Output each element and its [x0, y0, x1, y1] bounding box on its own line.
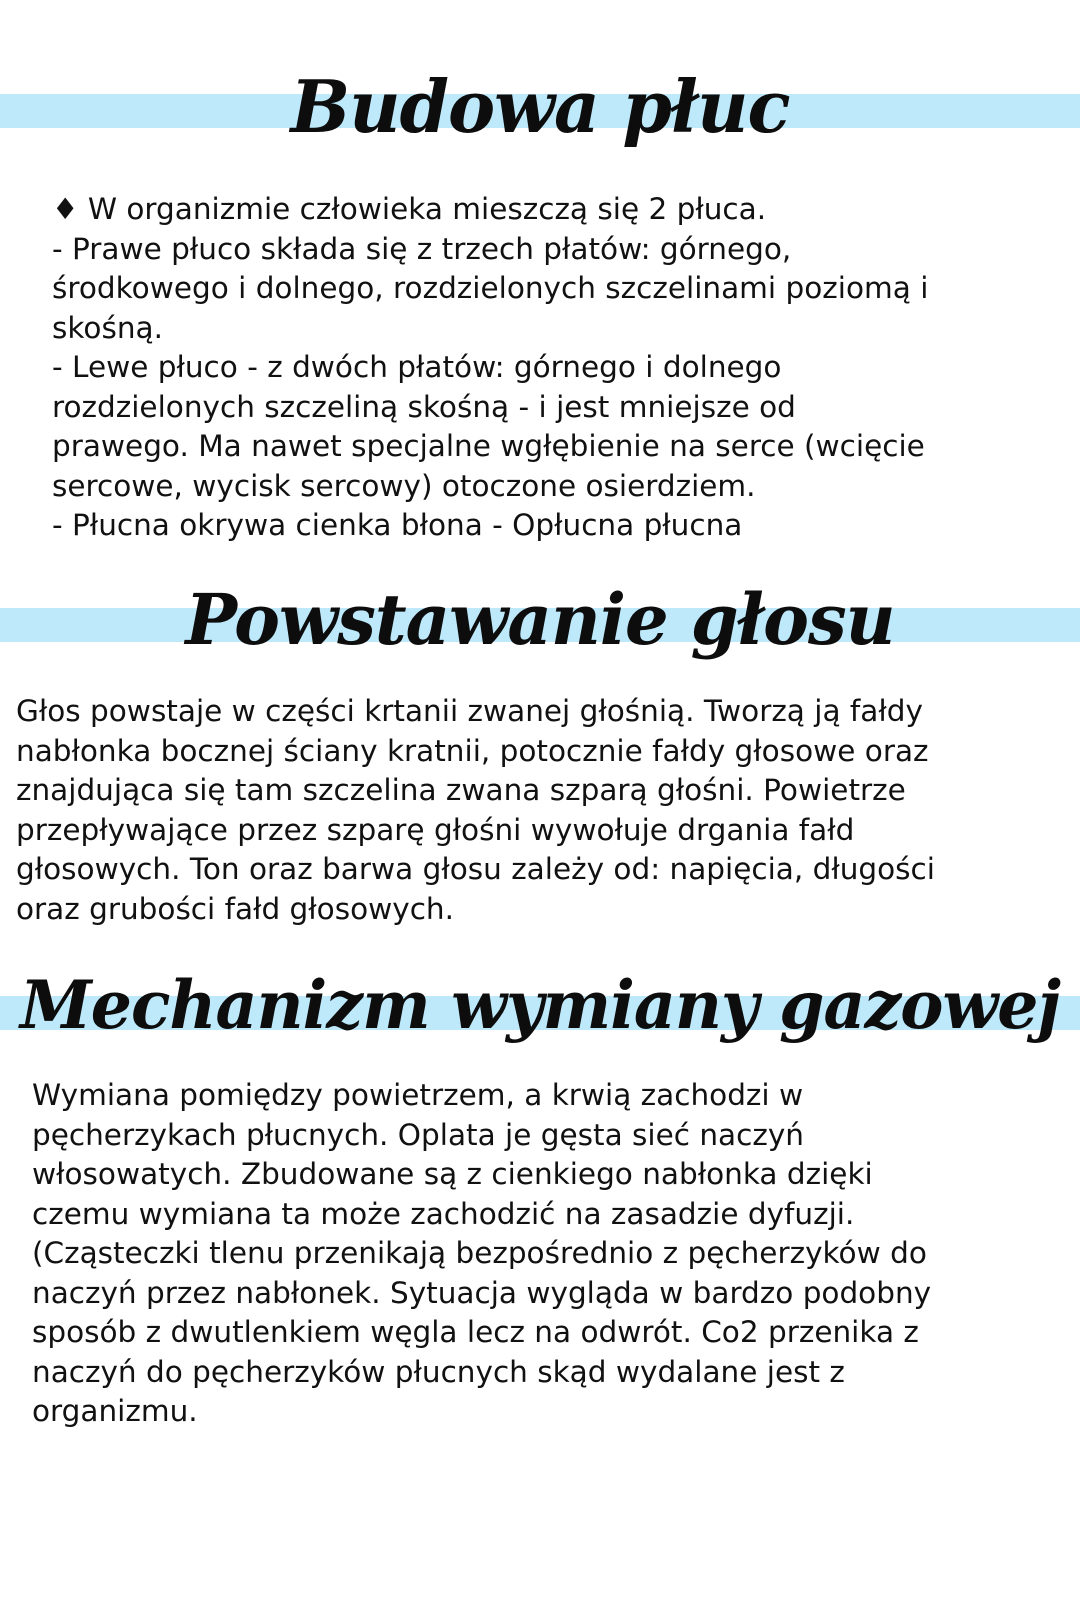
text-line: (Cząsteczki tlenu przenikają bezpośrednio z pęcherzyków do — [32, 1236, 927, 1270]
text-line: przepływające przez szparę głośni wywołuje drgania fałd — [16, 812, 855, 847]
text-line: sercowe, wycisk sercowy) otoczone osierdziem. — [52, 468, 756, 503]
text-line: włosowatych. Zbudowane są z cienkiego nabłonka dzięki — [32, 1157, 873, 1191]
voice-formation-text — [16, 692, 935, 929]
text-line: rozdzielonych szczeliną skośną - i jest mniejsze od — [52, 389, 796, 424]
text-line: naczyń do pęcherzyków płucnych skąd wydalane jest z — [32, 1354, 845, 1389]
heading-voice-formation: Powstawanie głosu — [185, 578, 895, 661]
text-line: oraz grubości fałd głosowych. — [16, 891, 455, 926]
text-line: - Prawe płuco składa się z trzech płatów: górnego, — [52, 231, 792, 266]
text-line: naczyń przez nabłonek. Sytuacja wygląda w bardzo podobny — [32, 1275, 932, 1310]
heading-lung-structure: Budowa płuc — [290, 64, 790, 149]
text-line: organizmu. — [32, 1394, 198, 1428]
text-line: - Lewe płuco - z dwóch płatów: górnego i dolnego — [52, 350, 782, 384]
text-line: Głos powstaje w części krtanii zwanej głośnią. Tworzą ją fałdy — [16, 694, 923, 728]
text-line: sposób z dwutlenkiem węgla lecz na odwrót. Co2 przenika z — [32, 1315, 919, 1349]
lung-structure-text — [52, 190, 928, 546]
text-line: środkowego i dolnego, rozdzielonych szczelinami poziomą i — [52, 271, 929, 305]
text-line: pęcherzykach płucnych. Oplata je gęsta sieć naczyń — [32, 1117, 804, 1152]
text-line: głosowych. Ton oraz barwa głosu zależy od: napięcia, długości — [16, 852, 935, 886]
text-line: - Płucna okrywa cienka błona - Opłucna płucna — [52, 508, 743, 542]
text-line: znajdująca się tam szczelina zwana szparą głośni. Powietrze — [16, 773, 906, 807]
text-line: Wymiana pomiędzy powietrzem, a krwią zachodzi w — [32, 1078, 804, 1112]
gas-exchange-text — [32, 1076, 931, 1432]
text-line: prawego. Ma nawet specjalne wgłębienie na serce (wcięcie — [52, 429, 925, 463]
text-line: ♦ W organizmie człowieka mieszczą się 2 płuca. — [52, 192, 767, 226]
text-line: skośną. — [52, 310, 163, 345]
text-line: czemu wymiana ta może zachodzić na zasadzie dyfuzji. — [32, 1196, 855, 1231]
heading-gas-exchange: Mechanizm wymiany gazowej — [20, 966, 1060, 1044]
text-line: nabłonka bocznej ściany kratnii, potocznie fałdy głosowe oraz — [16, 733, 929, 768]
